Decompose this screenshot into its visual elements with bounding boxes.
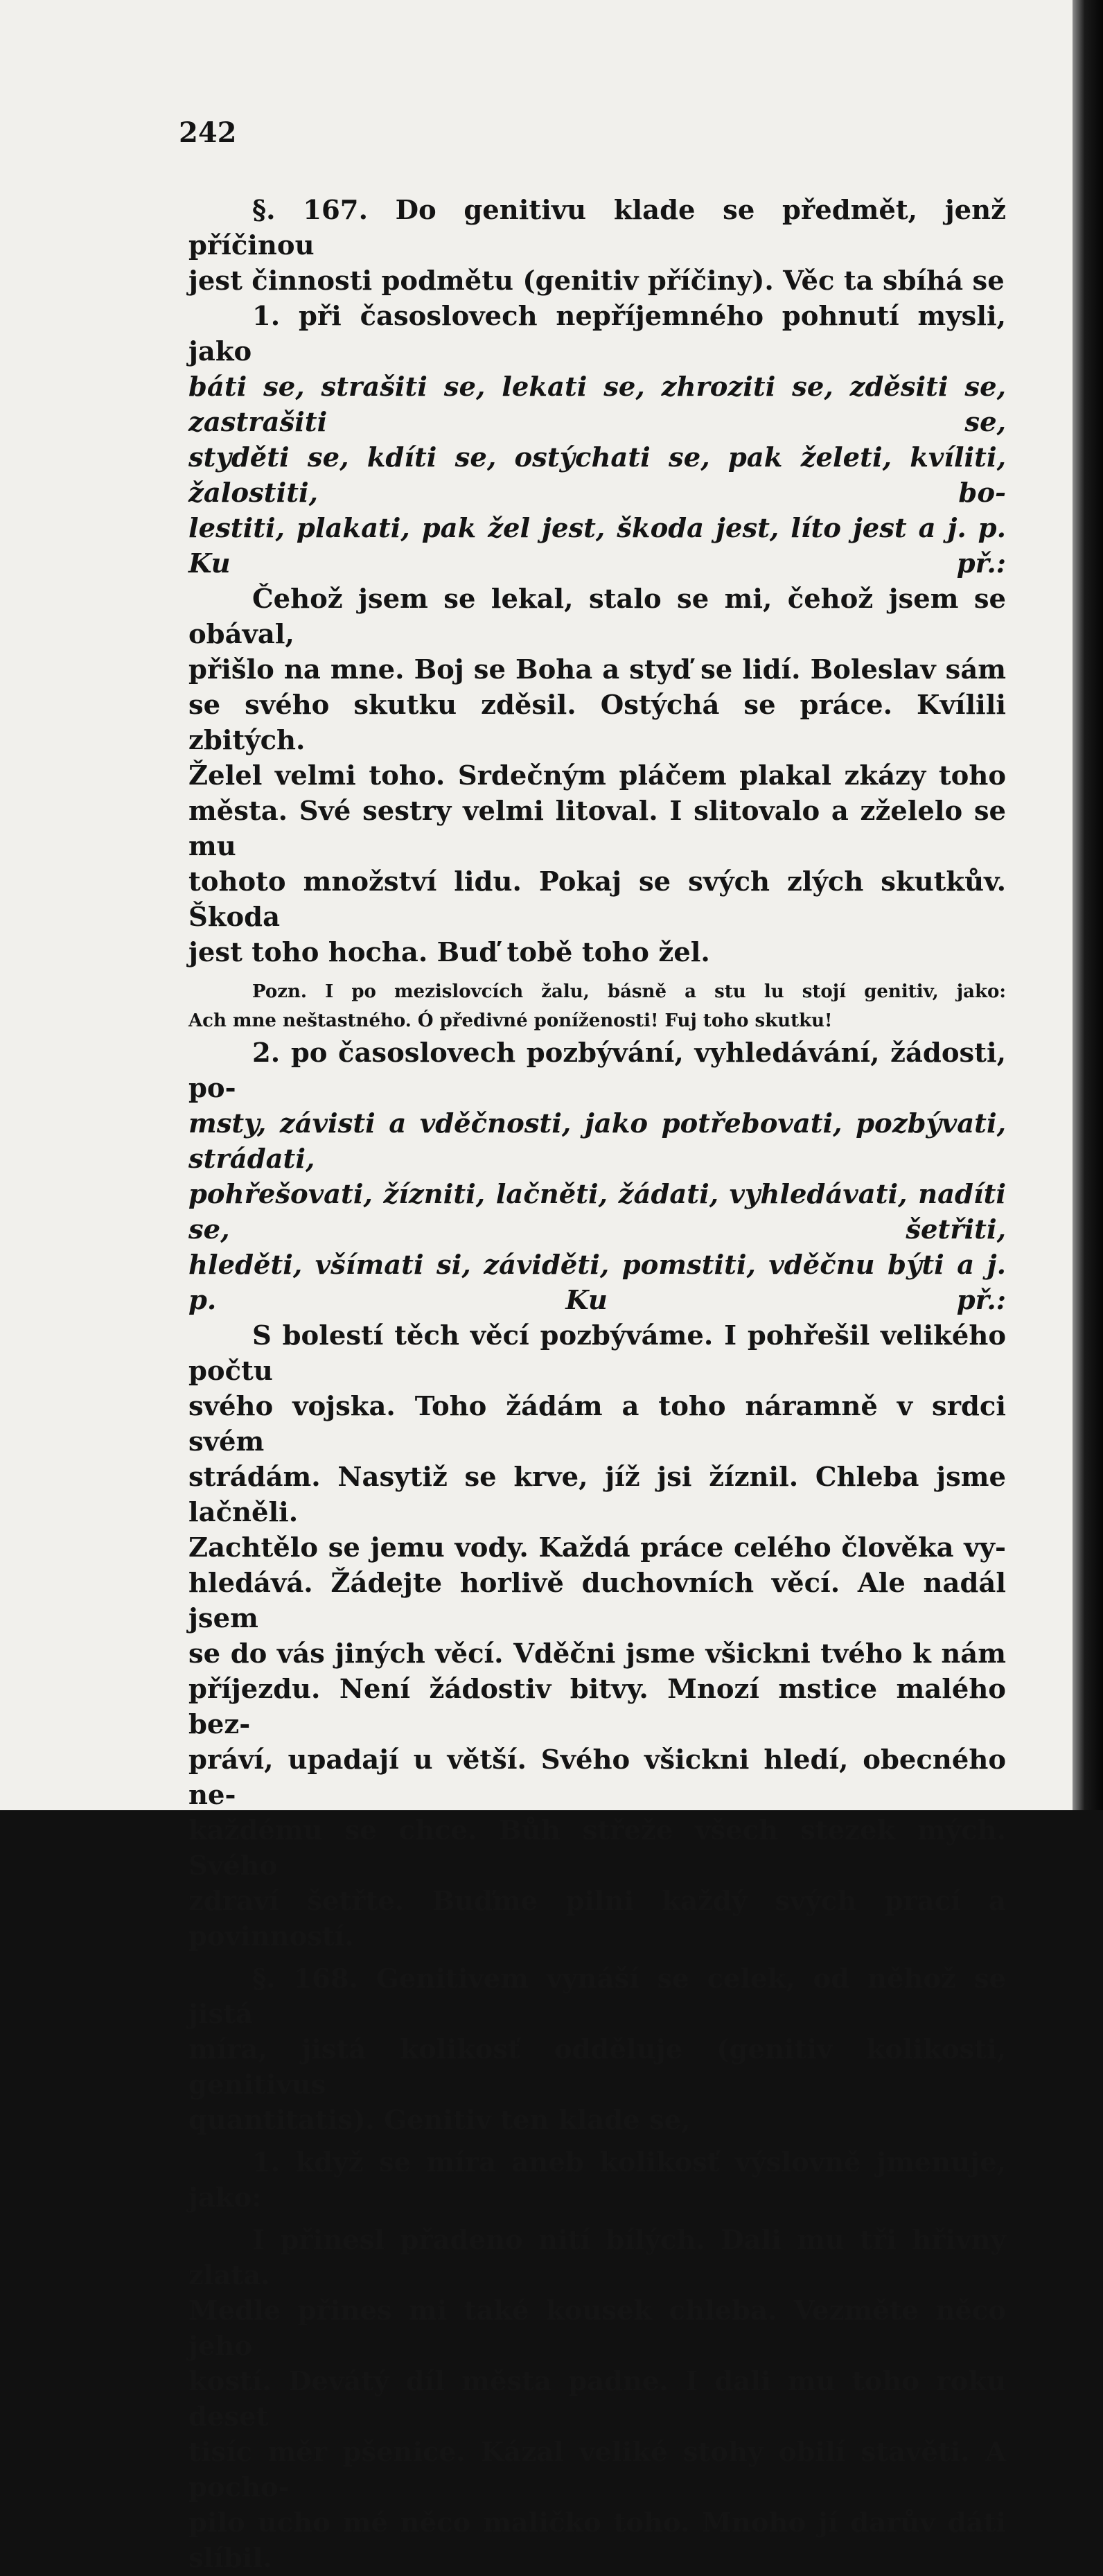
example-line: S bolestí těch věcí pozbýváme. I pohřešil velikého počtu <box>188 1320 1006 1387</box>
example-line: zdraví šetřte. Buďme pilni každý svých prací a povinností. <box>188 1886 1006 1952</box>
point-2-verbs-line: hleděti, všímati si, záviděti, pomstiti, vděčnu býti a j. p. Ku př.: <box>188 1250 1006 1316</box>
point-1-heading: 1. při časoslovech nepříjemného pohnutí mysli, jako <box>188 301 1006 367</box>
point-1-verbs-line: báti se, strašiti se, lekati se, zhroziti se, zděsiti se, zastrašiti se, <box>188 371 1006 438</box>
example-line: hledává. Žádejte horlivě duchovních věcí. Ale nadál jsem <box>188 1568 1006 1634</box>
page-number: 242 <box>179 116 237 149</box>
point-2-heading: 2. po časoslovech pozbývání, vyhledávání, žádosti, po- <box>188 1037 1006 1104</box>
scan-edge-shadow <box>1073 0 1103 1810</box>
example-line: pilo ucho mé něco maličko toho. Mnoho jí darův dáti slíbil. <box>188 2507 1006 2574</box>
example-line: práví, upadají u větší. Svého všickni hledí, obecného ne- <box>188 1744 1006 1811</box>
example-line: strádám. Nasytiž se krve, jíž jsi žíznil. Chleba jsme lačněli. <box>188 1462 1006 1528</box>
example-line: I přinesl přadeno nití bílých. Dali mu tři hřivny zlata. <box>188 2225 1006 2291</box>
section-167-line: jest činnosti podmětu (genitiv příčiny). Věc ta sbíhá se <box>188 265 1005 297</box>
section-168-line: §. 168. Genitivem vynáší se celek, od něhož se jistá <box>188 1963 1006 2030</box>
example-line: Zachtělo se jemu vody. Každá práce celého člověka vy- <box>188 1532 1006 1563</box>
example-line: se svého skutku zděsil. Ostýchá se práce. Kvílili zbitých. <box>188 690 1006 756</box>
example-line: tisíc měr pšenice. Kázal veliké stohy obilí stavěti. A pocho- <box>188 2437 1006 2503</box>
example-line: města. Své sestry velmi litoval. I slitovalo a zželelo se mu <box>188 796 1006 862</box>
point-2-verbs-line: msty, závisti a vděčnosti, jako potřebovati, pozbývati, strádati, <box>188 1108 1006 1175</box>
point-1-verbs-line: lestiti, plakati, pak žel jest, škoda jest, líto jest a j. p. Ku př.: <box>188 513 1006 579</box>
example-line: jest toho hocha. Buď tobě toho žel. <box>188 937 710 968</box>
page-body <box>188 193 1006 2576</box>
example-line: Čehož jsem se lekal, stalo se mi, čehož jsem se obával, <box>188 584 1006 650</box>
point-2-verbs-line: pohřešovati, žízniti, lačněti, žádati, vyhledávati, nadíti se, šetřiti, <box>188 1179 1006 1245</box>
example-line: Želel velmi toho. Srdečným pláčem plakal zkázy toho <box>188 760 1006 791</box>
example-line: přišlo na mne. Boj se Boha a styď se lidí. Boleslav sám <box>188 654 1006 685</box>
example-line: kostí. Devátý díl města padne. I dali mu toho roku deset <box>188 2366 1006 2433</box>
example-line: Medle přines mi také kousek chleba. Vezměte něco jeho <box>188 2295 1006 2362</box>
point-1-verbs-line: styděti se, kdíti se, ostýchati se, pak želeti, kvíliti, žalostiti, bo- <box>188 442 1006 509</box>
example-line: svého vojska. Toho žádám a toho náramně v srdci svém <box>188 1391 1006 1457</box>
section-167-line: §. 167. Do genitivu klade se předmět, jenž příčinou <box>188 195 1006 261</box>
note-line: Pozn. I po mezislovcích žalu, básně a stu lu stojí genitiv, jako: <box>252 981 1006 1002</box>
example-line: se do vás jiných věcí. Vděčni jsme všickni tvého k nám <box>188 1638 1006 1670</box>
section-168-point-1-heading: 1. když se míra aneb kolikosť výslovně jmenuje, jako: <box>188 2147 1006 2214</box>
example-line: tohoto množství lidu. Pokaj se svých zlých skutkův. Škoda <box>188 866 1006 933</box>
section-168-line: quantitatis). Genitiv ten klade se, <box>188 2105 691 2136</box>
example-line: příjezdu. Není žádostiv bitvy. Mnozí mstice malého bez- <box>188 1674 1006 1740</box>
section-168-line: míra, jistá kolikosť odděluje (genitiv kolikosti, genitivus <box>188 2034 1006 2101</box>
note-line: Ach mne neštastného. Ó předivné poníženosti! Fuj toho skutku! <box>188 1010 833 1031</box>
example-line: každému se chce. Bůh střeže všech stezek mých. Svého <box>188 1815 1006 1882</box>
